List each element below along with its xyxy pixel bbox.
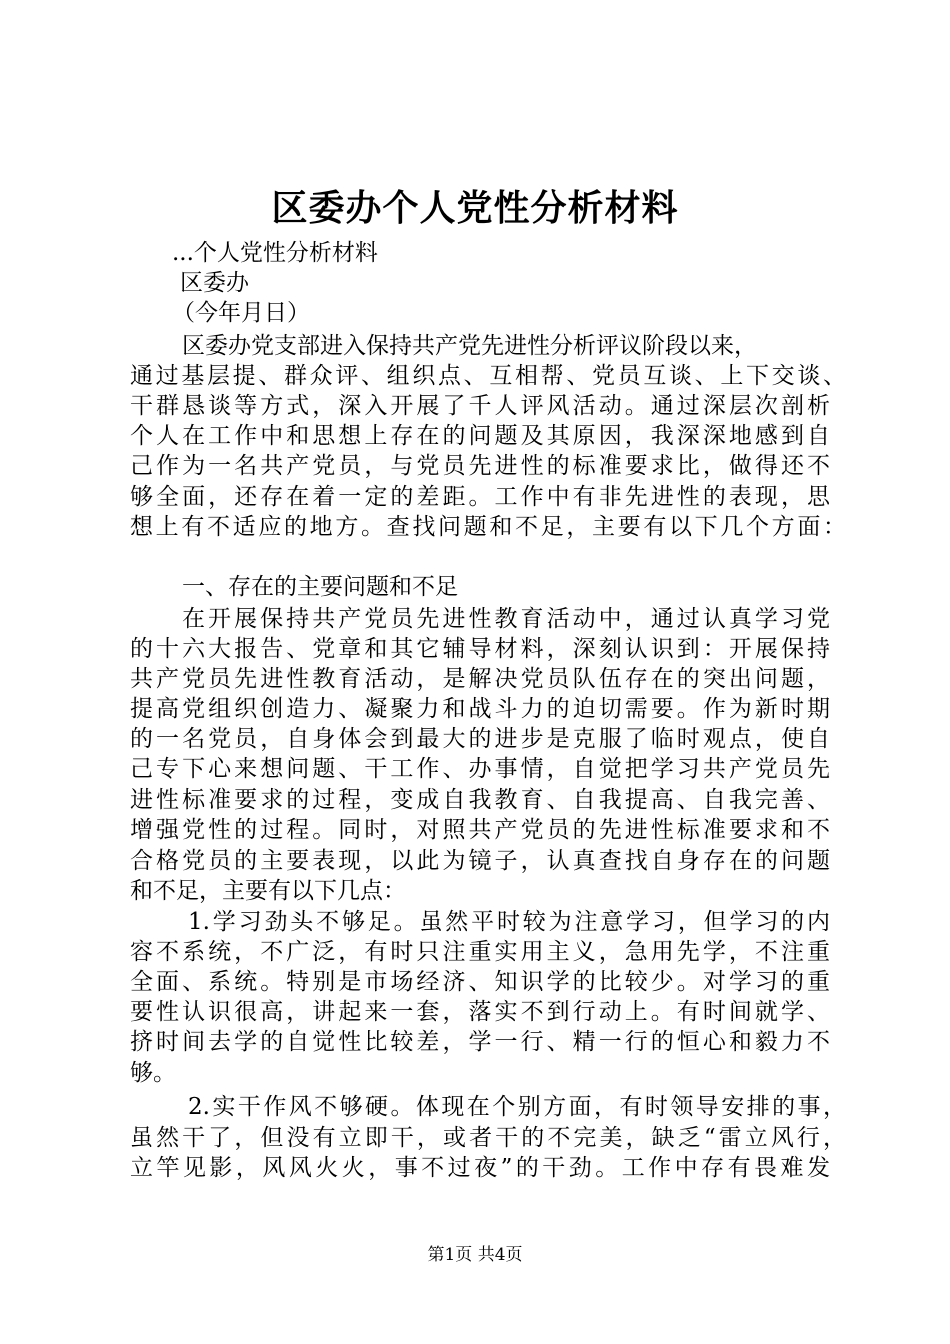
- subtitle: ...个人党性分析材料: [172, 240, 378, 266]
- list-item-line: 1.学习劲头不够足。虽然平时较为注意学习，但学习的内: [188, 909, 830, 935]
- paragraph-line: 通过基层提、群众评、组织点、互相帮、党员互谈、上下交谈、: [130, 363, 846, 389]
- paragraph-line: 区委办党支部进入保持共产党先进性分析评议阶段以来，: [182, 333, 757, 359]
- paragraph-line: 的一名党员，自身体会到最大的进步是克服了临时观点，使自: [130, 726, 830, 752]
- paragraph-line: 够全面，还存在着一定的差距。工作中有非先进性的表现，思: [130, 484, 830, 510]
- list-item-line: 容不系统，不广泛，有时只注重实用主义，急用先学，不注重: [130, 939, 830, 965]
- document-title: 区委办个人党性分析材料: [271, 187, 679, 229]
- paragraph-line: 想上有不适应的地方。查找问题和不足，主要有以下几个方面：: [130, 514, 846, 540]
- list-item-line: 虽然干了，但没有立即干，或者干的不完美，缺乏“雷立风行，: [130, 1125, 846, 1151]
- list-item-line: 要性认识很高，讲起来一套，落实不到行动上。有时间就学、: [130, 999, 830, 1025]
- list-item-line: 立竿见影，风风火火，事不过夜”的干劲。工作中存有畏难发: [130, 1155, 830, 1181]
- paragraph-line: 干群恳谈等方式，深入开展了千人评风活动。通过深层次剖析: [130, 393, 830, 419]
- list-item-line: 2.实干作风不够硬。体现在个别方面，有时领导安排的事，: [188, 1094, 846, 1120]
- paragraph-line: 进性标准要求的过程，变成自我教育、自我提高、自我完善、: [130, 787, 830, 813]
- date-line: （今年月日）: [172, 300, 310, 326]
- paragraph-line: 合格党员的主要表现，以此为镜子，认真查找自身存在的问题: [130, 848, 830, 874]
- paragraph-line: 个人在工作中和思想上存在的问题及其原因，我深深地感到自: [130, 423, 830, 449]
- paragraph-line: 和不足，主要有以下几点：: [130, 878, 406, 904]
- list-item-line: 挤时间去学的自觉性比较差，学一行、精一行的恒心和毅力不: [130, 1029, 830, 1055]
- paragraph-line: 的十六大报告、党章和其它辅导材料，深刻认识到：开展保持: [130, 636, 830, 662]
- paragraph-line: 共产党员先进性教育活动，是解决党员队伍存在的突出问题，: [130, 666, 830, 692]
- list-item-line: 够。: [130, 1060, 176, 1086]
- paragraph-line: 己专下心来想问题、干工作、办事情，自觉把学习共产党员先: [130, 756, 830, 782]
- paragraph-line: 己作为一名共产党员，与党员先进性的标准要求比，做得还不: [130, 453, 830, 479]
- paragraph-line: 增强党性的过程。同时，对照共产党员的先进性标准要求和不: [130, 817, 830, 843]
- page-footer: 第1页 共4页: [427, 1245, 523, 1265]
- organization: 区委办: [180, 270, 249, 296]
- paragraph-line: 提高党组织创造力、凝聚力和战斗力的迫切需要。作为新时期: [130, 696, 830, 722]
- paragraph-line: 在开展保持共产党员先进性教育活动中，通过认真学习党: [182, 606, 830, 632]
- section-heading: 一、存在的主要问题和不足: [182, 574, 458, 600]
- list-item-line: 全面、系统。特别是市场经济、知识学的比较少。对学习的重: [130, 969, 830, 995]
